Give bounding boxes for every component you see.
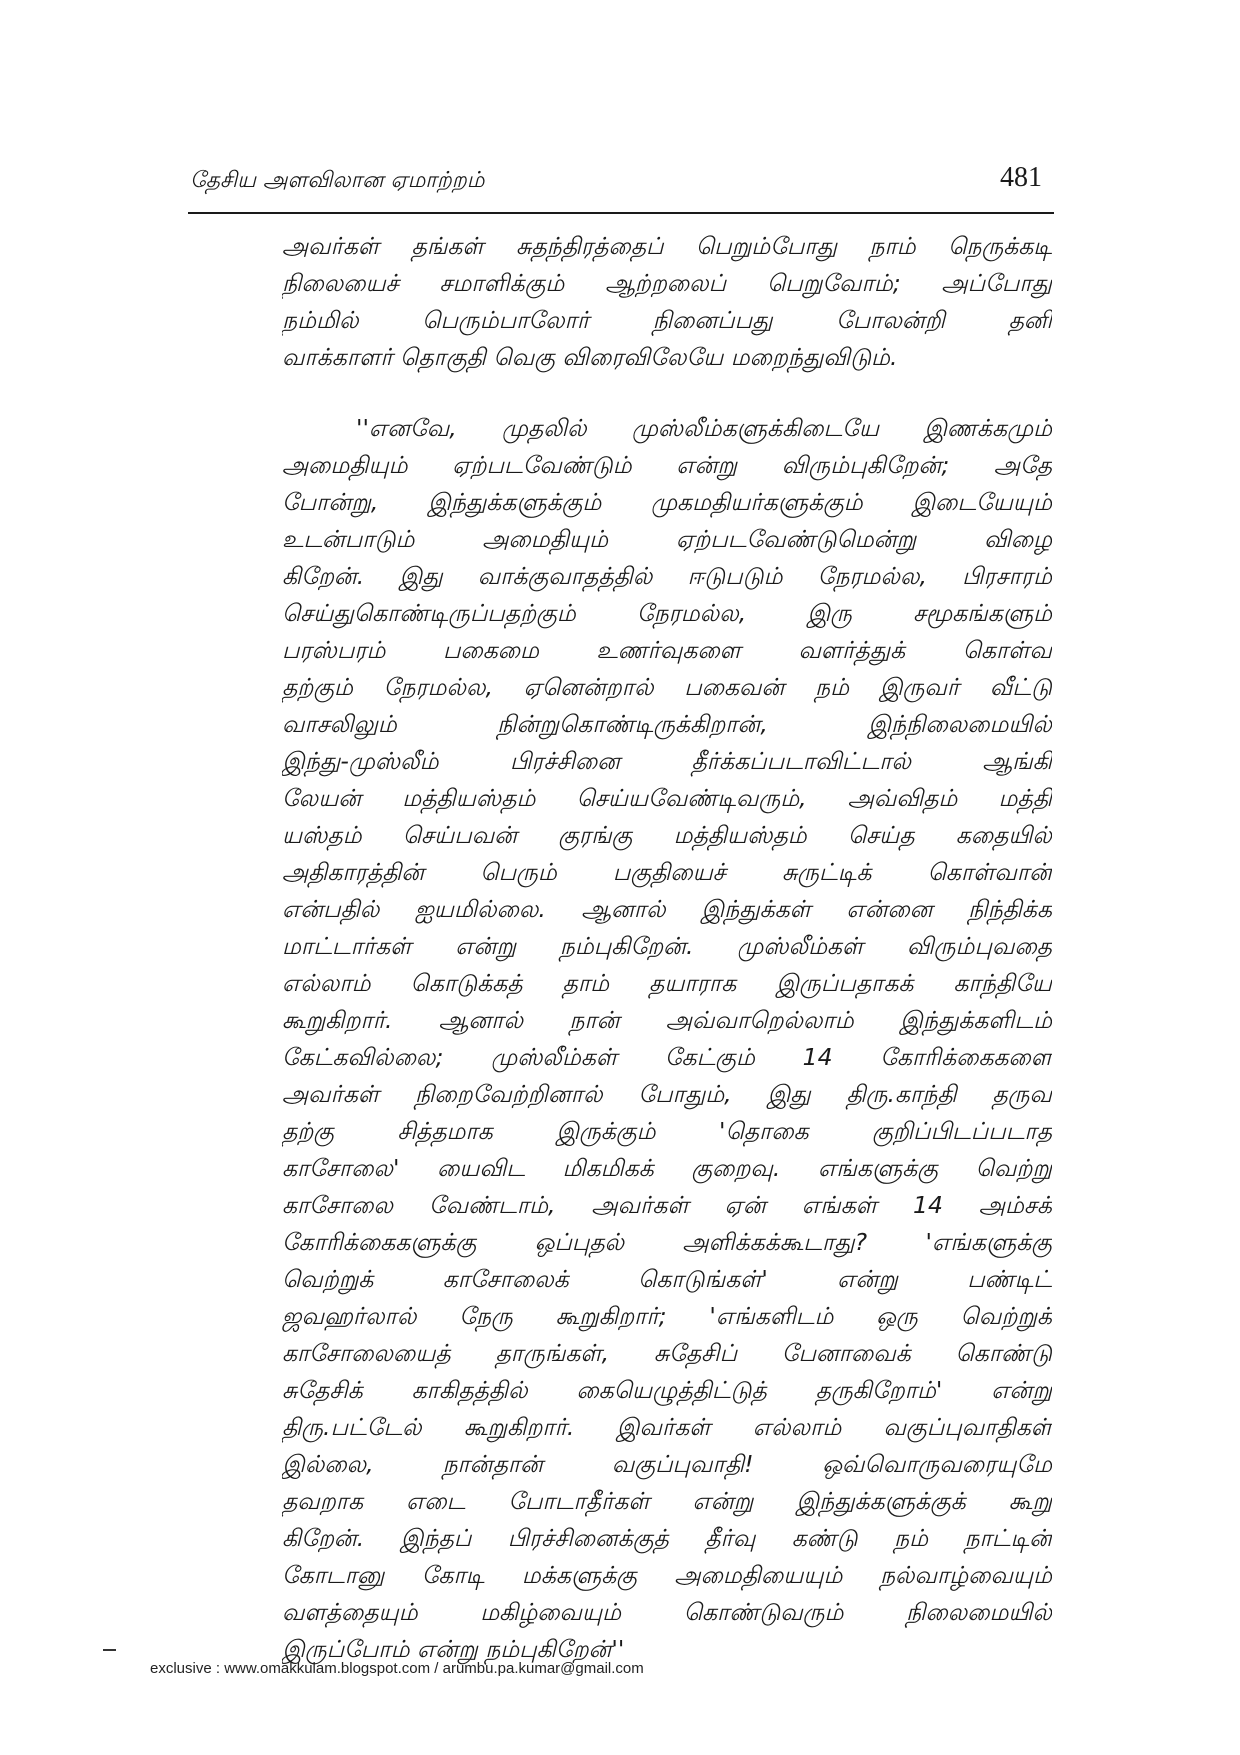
text-line: நிலையைச் சமாளிக்கும் ஆற்றலைப் பெறுவோம்; அப்போது [282, 269, 1052, 297]
text-line: அமைதியும் ஏற்படவேண்டும் என்று விரும்புகிறேன்; அதே [282, 451, 1052, 479]
text-line: இல்லை, நான்தான் வகுப்புவாதி! ஒவ்வொருவரையுமே [282, 1450, 1052, 1478]
text-line: ஜவஹர்லால் நேரு கூறுகிறார்; 'எங்களிடம் ஒரு வெற்றுக் [282, 1302, 1052, 1330]
text-line: மாட்டார்கள் என்று நம்புகிறேன். முஸ்லீம்கள் விரும்புவதை [282, 932, 1052, 960]
text-line: சுதேசிக் காகிதத்தில் கையெழுத்திட்டுத் தருகிறோம்' என்று [282, 1376, 1052, 1404]
text-line: லேயன் மத்தியஸ்தம் செய்யவேண்டிவரும், அவ்விதம் மத்தி [282, 784, 1052, 812]
text-line: பரஸ்பரம் பகைமை உணர்வுகளை வளர்த்துக் கொள்வ [282, 636, 1052, 664]
text-line: கிறேன். இந்தப் பிரச்சினைக்குத் தீர்வு கண்டு நம் நாட்டின் [282, 1524, 1052, 1552]
text-line: செய்துகொண்டிருப்பதற்கும் நேரமல்ல, இரு சமூகங்களும் [282, 599, 1052, 627]
text-line: என்பதில் ஐயமில்லை. ஆனால் இந்துக்கள் என்னை நிந்திக்க [282, 895, 1052, 923]
text-line: எல்லாம் கொடுக்கத் தாம் தயாராக இருப்பதாகக் காந்தியே [282, 969, 1052, 997]
text-line: கோடானு கோடி மக்களுக்கு அமைதியையும் நல்வாழ்வையும் [282, 1561, 1052, 1589]
margin-mark [103, 1649, 116, 1651]
text-line: காசோலை' யைவிட மிகமிகக் குறைவு. எங்களுக்கு வெற்று [282, 1154, 1052, 1182]
text-line: அவர்கள் நிறைவேற்றினால் போதும், இது திரு.காந்தி தருவ [282, 1080, 1052, 1108]
text-line: வாக்காளர் தொகுதி வெகு விரைவிலேயே மறைந்துவிடும். [282, 343, 898, 371]
paragraph-1 [282, 228, 1052, 376]
text-line: யஸ்தம் செய்பவன் குரங்கு மத்தியஸ்தம் செய்த கதையில் [282, 821, 1052, 849]
text-line: கிறேன். இது வாக்குவாதத்தில் ஈடுபடும் நேரமல்ல, பிரசாரம் [282, 562, 1052, 590]
text-line: கோரிக்கைகளுக்கு ஒப்புதல் அளிக்கக்கூடாது? 'எங்களுக்கு [282, 1228, 1052, 1256]
header-rule [188, 212, 1054, 214]
text-line: தவறாக எடை போடாதீர்கள் என்று இந்துக்களுக்குக் கூறு [282, 1487, 1052, 1515]
text-line: திரு.பட்டேல் கூறுகிறார். இவர்கள் எல்லாம் வகுப்புவாதிகள் [282, 1413, 1052, 1441]
text-line: போன்று, இந்துக்களுக்கும் முகமதியர்களுக்கும் இடையேயும் [282, 488, 1052, 516]
text-line: இந்து-முஸ்லீம் பிரச்சினை தீர்க்கப்படாவிட்டால் ஆங்கி [282, 747, 1052, 775]
text-line: வெற்றுக் காசோலைக் கொடுங்கள்' என்று பண்டிட் [282, 1265, 1052, 1293]
paragraph-2 [282, 410, 1052, 1668]
running-head-title: தேசிய அளவிலான ஏமாற்றம் [190, 168, 485, 193]
text-line: நம்மில் பெரும்பாலோர் நினைப்பது போலன்றி தனி [282, 306, 1052, 334]
text-line: உடன்பாடும் அமைதியும் ஏற்படவேண்டுமென்று விழை [282, 525, 1052, 553]
text-line: தற்கு சித்தமாக இருக்கும் 'தொகை குறிப்பிடப்படாத [282, 1117, 1052, 1145]
text-line: தற்கும் நேரமல்ல, ஏனென்றால் பகைவன் நம் இருவர் வீட்டு [282, 673, 1052, 701]
page-number: 481 [1000, 162, 1042, 193]
text-line: கூறுகிறார். ஆனால் நான் அவ்வாறெல்லாம் இந்துக்களிடம் [282, 1006, 1052, 1034]
text-line: காசோலை வேண்டாம், அவர்கள் ஏன் எங்கள் 14 அம்சக் [282, 1191, 1052, 1219]
text-line: அதிகாரத்தின் பெரும் பகுதியைச் சுருட்டிக் கொள்வான் [282, 858, 1052, 886]
text-line: ''எனவே, முதலில் முஸ்லீம்களுக்கிடையே இணக்கமும் [356, 414, 1052, 442]
text-line: காசோலையைத் தாருங்கள், சுதேசிப் பேனாவைக் கொண்டு [282, 1339, 1052, 1367]
text-line: இருப்போம் என்று நம்புகிறேன்'' [282, 1635, 625, 1663]
footer-credit: exclusive : www.omakkulam.blogspot.com / arumbu.pa.kumar@gmail.com [150, 1660, 644, 1677]
text-line: அவர்கள் தங்கள் சுதந்திரத்தைப் பெறும்போது நாம் நெருக்கடி [282, 232, 1052, 260]
text-line: கேட்கவில்லை; முஸ்லீம்கள் கேட்கும் 14 கோரிக்கைகளை [282, 1043, 1052, 1071]
text-line: வாசலிலும் நின்றுகொண்டிருக்கிறான், இந்நிலைமையில் [282, 710, 1052, 738]
text-line: வளத்தையும் மகிழ்வையும் கொண்டுவரும் நிலைமையில் [282, 1598, 1052, 1626]
